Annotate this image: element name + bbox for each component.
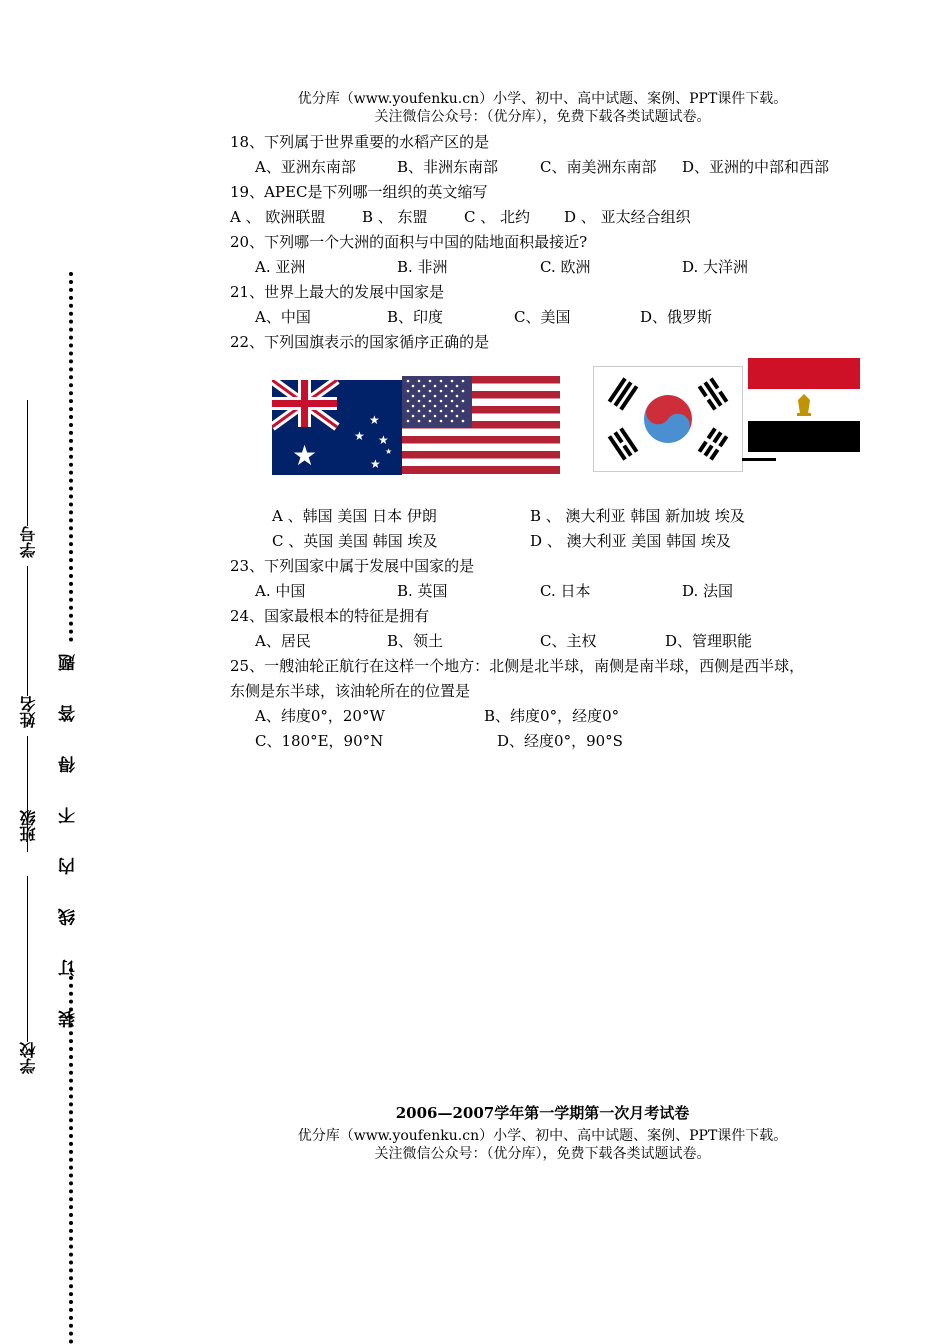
number-line [27, 400, 28, 526]
q19-option-d: D 、 亚太经合组织 [564, 208, 691, 226]
q21-option-b: B、印度 [387, 308, 444, 326]
question-21: 21、世界上最大的发展中国家是 [230, 283, 445, 301]
exam-title: 2006—2007学年第一学期第一次月考试卷 [395, 1104, 690, 1122]
svg-text:★: ★ [292, 439, 318, 472]
q18-option-c: C、南美洲东南部 [540, 158, 657, 176]
q22-option-c: C 、英国 美国 韩国 埃及 [272, 532, 438, 550]
name-label: 姓名 [19, 696, 38, 728]
question-24: 24、国家最根本的特征是拥有 [230, 607, 430, 625]
q18-option-d: D、亚洲的中部和西部 [682, 158, 830, 176]
svg-text:★: ★ [369, 413, 380, 427]
number-label: 学号 [19, 526, 38, 558]
question-20: 20、下列哪一个大洲的面积与中国的陆地面积最接近? [230, 233, 588, 251]
q21-option-c: C、美国 [514, 308, 571, 326]
q21-option-d: D、俄罗斯 [640, 308, 713, 326]
svg-text:★: ★ [385, 447, 393, 456]
header-line-1: 优分库（www.youfenku.cn）小学、初中、高中试题、案例、PPT课件下载。 [297, 91, 788, 107]
egypt-flag [748, 358, 860, 452]
name-line [27, 566, 28, 696]
q23-option-b: B. 英国 [397, 582, 448, 600]
q24-option-c: C、主权 [540, 632, 597, 650]
q23-option-a: A. 中国 [255, 582, 306, 600]
q18-option-a: A、亚洲东南部 [255, 158, 356, 176]
binding-dots-upper [69, 272, 73, 642]
svg-text:★: ★ [370, 457, 381, 471]
svg-text:★: ★ [354, 429, 365, 443]
korea-flag [593, 366, 743, 472]
q22-option-b: B 、 澳大利亚 韩国 新加坡 埃及 [530, 507, 745, 525]
question-25-line-1: 25、一艘油轮正航行在这样一个地方：北侧是北半球，南侧是南半球，西侧是西半球， [230, 657, 805, 675]
q20-option-a: A. 亚洲 [255, 258, 306, 276]
q24-option-b: B、领土 [387, 632, 444, 650]
q25-option-d: D、经度0°，90°S [497, 732, 623, 750]
question-22: 22、下列国旗表示的国家循序正确的是 [230, 333, 490, 351]
footer-line-2: 关注微信公众号：（优分库），免费下载各类试题试卷。 [374, 1146, 711, 1162]
class-label: 班级 [19, 810, 38, 842]
school-line [27, 876, 28, 1042]
q23-option-c: C. 日本 [540, 582, 591, 600]
svg-text:★: ★ [378, 433, 389, 447]
q25-option-b: B、纬度0°，经度0° [484, 707, 620, 725]
q20-option-b: B. 非洲 [397, 258, 448, 276]
q22-option-d: D 、 澳大利亚 美国 韩国 埃及 [530, 532, 731, 550]
q18-option-b: B、非洲东南部 [397, 158, 499, 176]
binding-notice: 装 订 线 内 不 得 答 题 [59, 640, 79, 1028]
school-label: 学校 [19, 1042, 38, 1074]
q24-option-d: D、管理职能 [665, 632, 753, 650]
header-line-2: 关注微信公众号：（优分库），免费下载各类试题试卷。 [374, 109, 711, 125]
q22-option-a: A 、韩国 美国 日本 伊朗 [272, 507, 437, 525]
question-23: 23、下列国家中属于发展中国家的是 [230, 557, 475, 575]
q25-option-c: C、180°E，90°N [255, 732, 384, 750]
usa-flag [402, 376, 560, 474]
australia-flag [272, 380, 402, 475]
footer-line-1: 优分库（www.youfenku.cn）小学、初中、高中试题、案例、PPT课件下载。 [297, 1128, 788, 1144]
q19-option-a: A 、 欧洲联盟 [230, 208, 326, 226]
q23-option-d: D. 法国 [682, 582, 734, 600]
q19-option-b: B 、 东盟 [362, 208, 428, 226]
flag-artifact [742, 458, 776, 475]
q24-option-a: A、居民 [255, 632, 311, 650]
q20-option-d: D. 大洋洲 [682, 258, 749, 276]
question-25-line-2: 东侧是东半球，该油轮所在的位置是 [230, 682, 471, 700]
q25-option-a: A、纬度0°，20°W [255, 707, 385, 725]
question-19: 19、APEC是下列哪一组织的英文缩写 [230, 183, 488, 201]
q19-option-c: C 、 北约 [464, 208, 531, 226]
q20-option-c: C. 欧洲 [540, 258, 591, 276]
q21-option-a: A、中国 [255, 308, 311, 326]
question-18: 18、下列属于世界重要的水稻产区的是 [230, 133, 490, 151]
